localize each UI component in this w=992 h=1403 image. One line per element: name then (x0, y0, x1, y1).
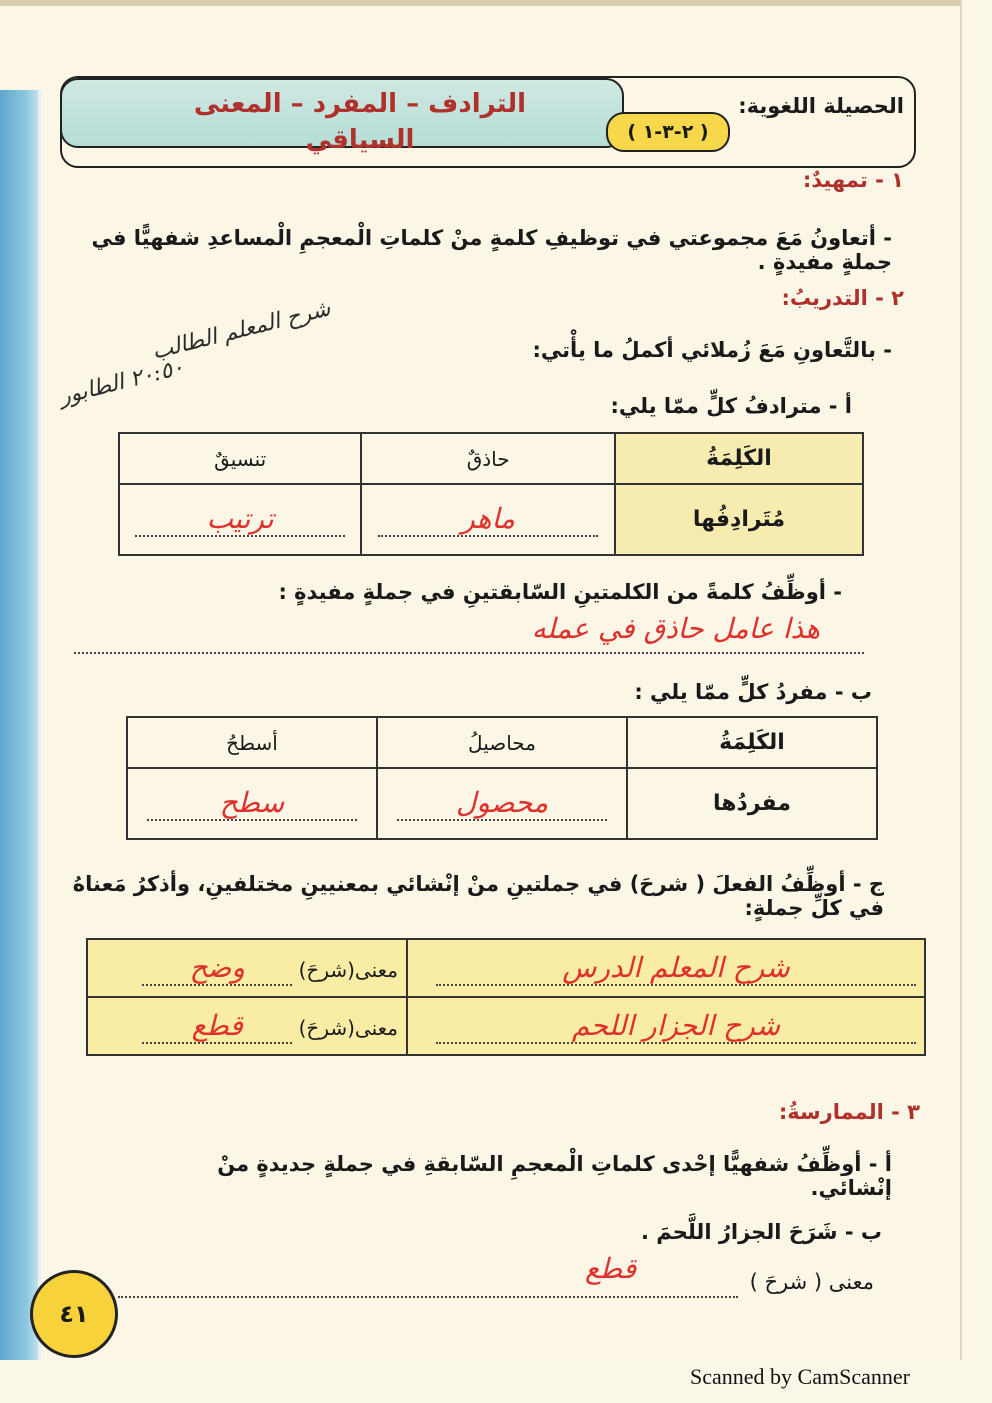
verb-meaning-label-2: معنى(شرحَ) (298, 1015, 398, 1040)
handwritten-margin-note-1: شرح المعلم الطالب (149, 296, 334, 365)
part-a-title: أ - مترادفُ كلٍّ ممّا يلي: (610, 394, 852, 418)
scanner-footer: Scanned by CamScanner (690, 1364, 910, 1389)
page-number: ٤١ (30, 1270, 118, 1358)
synonyms-answer-1: ماهر (378, 502, 598, 537)
header-code-badge: ( ٢-٣-١ ) (606, 112, 730, 152)
synonyms-word-2: تنسيقٌ (119, 433, 361, 484)
verb-meaning-1: وضح (142, 951, 292, 986)
singular-table-header-word: الكَلِمَةُ (627, 717, 877, 768)
section-3-answer-line[interactable] (118, 1296, 738, 1298)
verb-meaning-label-1: معنى(شرحَ) (298, 957, 398, 982)
singular-answer-cell-2[interactable] (127, 768, 377, 839)
section-1-text: - أتعاونُ مَعَ مجموعتي في توظيفِ كلمةٍ منْ كلماتِ الْمعجمِ الْمساعدِ شفهيًّا في جملةٍ مفيدةٍ . (91, 226, 892, 274)
verb-meaning-cell-2[interactable] (87, 997, 407, 1055)
verb-meaning-2: قطع (142, 1009, 292, 1044)
singular-answer-1: محصول (397, 786, 607, 821)
handwritten-margin-note-2: ٢٠:٥٠ الطابور (56, 354, 187, 411)
usage-prompt: - أوظِّفُ كلمةً من الكلمتينِ السّابقتينِ في جملةٍ مفيدةٍ : (278, 580, 842, 604)
singular-table (126, 716, 878, 840)
synonyms-table-header-synonym: مُتَرادِفُها (615, 484, 863, 555)
part-c-title: ج - أوظِّفُ الفعلَ ( شرحَ) في جملتينِ منْ إنْشائي بمعنيينِ مختلفينِ، وأذكرُ مَعناهُ في كلِّ جملةٍ: (72, 872, 884, 920)
section-3-answer: قطع (585, 1252, 637, 1285)
section-1-heading: ١ - تمهيدٌ: (802, 168, 904, 192)
verb-usage-table (86, 938, 926, 1056)
singular-answer-cell-1[interactable] (377, 768, 627, 839)
part-b-title: ب - مفردُ كلٍّ ممّا يلي : (634, 680, 872, 704)
section-2-intro: - بالتَّعاونِ مَعَ زُملائي أكملُ ما يأْتي: (532, 338, 892, 362)
verb-meaning-cell-1[interactable] (87, 939, 407, 997)
singular-table-header-singular: مفردُها (627, 768, 877, 839)
singular-answer-2: سطح (147, 786, 357, 821)
top-edge (0, 0, 960, 6)
usage-answer-line[interactable] (74, 652, 864, 654)
synonyms-word-1: حاذقٌ (361, 433, 615, 484)
section-2-heading: ٢ - التدريبُ: (781, 286, 904, 310)
verb-sentence-cell-1[interactable] (407, 939, 925, 997)
page-title: الترادف – المفرد – المعنى السياقي (193, 89, 527, 155)
singular-word-2: أسطحُ (127, 717, 377, 768)
section-3-item-a: أ - أوظِّفُ شفهيًّا إحْدى كلماتِ الْمعجمِ السّابقةِ في جملةٍ جديدةٍ منْ إنْشائي. (217, 1152, 892, 1200)
verb-sentence-cell-2[interactable] (407, 997, 925, 1055)
synonyms-answer-2: ترتيب (135, 502, 345, 537)
usage-answer: هذا عامل حاذق في عمله (531, 612, 820, 645)
section-3-heading: ٣ - الممارسةُ: (778, 1100, 920, 1124)
section-3-item-b: ب - شَرَحَ الجزارُ اللَّحمَ . (640, 1220, 882, 1244)
synonyms-answer-cell-2[interactable] (119, 484, 361, 555)
singular-word-1: محاصيلُ (377, 717, 627, 768)
synonyms-table-header-word: الكَلِمَةُ (615, 433, 863, 484)
synonyms-answer-cell-1[interactable] (361, 484, 615, 555)
header-label: الحصيلة اللغوية: (738, 94, 904, 118)
verb-sentence-2: شرح الجزار اللحم (436, 1009, 916, 1044)
decorative-side-strip (0, 90, 38, 1360)
synonyms-table (118, 432, 864, 556)
verb-sentence-1: شرح المعلم الدرس (436, 951, 916, 986)
section-3-meaning-label: معنى ( شرحَ ) (749, 1270, 874, 1294)
